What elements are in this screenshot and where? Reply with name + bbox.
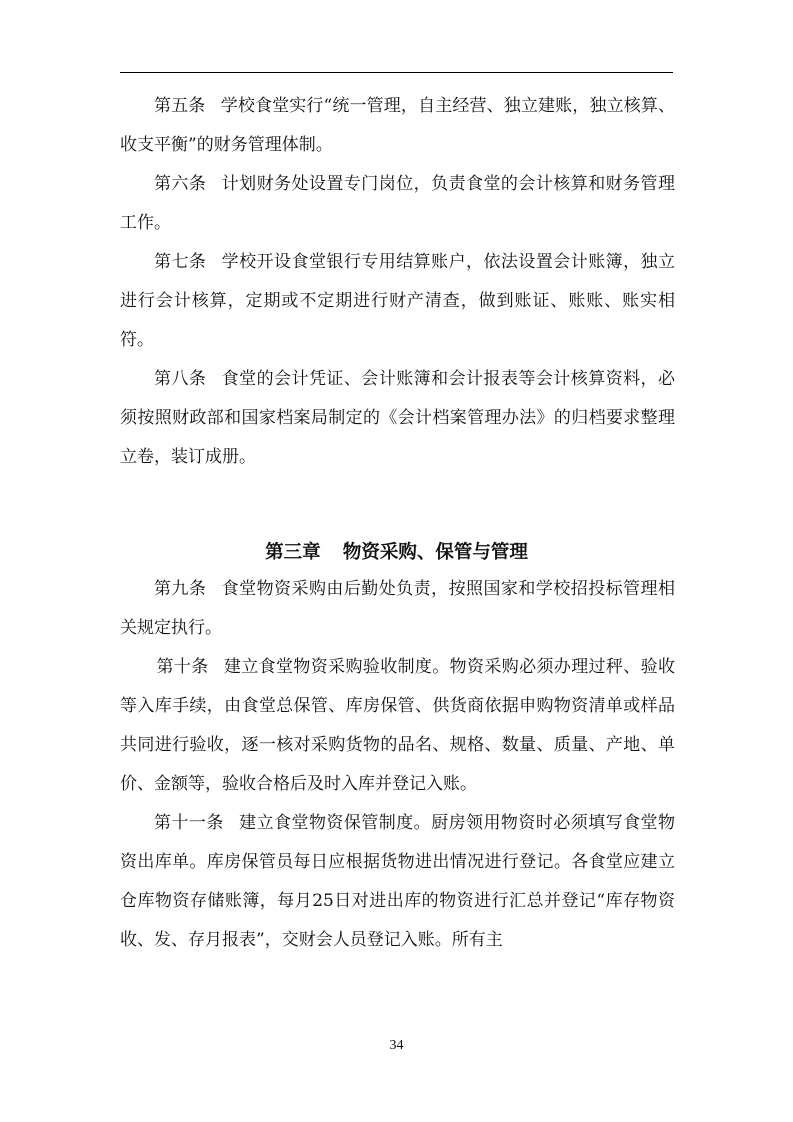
article-label: 第十一条	[154, 813, 224, 833]
article-7	[120, 243, 675, 360]
chapter-number: 第三章	[265, 542, 321, 563]
header-rule	[120, 72, 673, 73]
article-text: 食堂物资采购由后勤处负责，按照国家和学校招投标管理相关规定执行。	[120, 579, 676, 638]
page-number: 34	[389, 1038, 404, 1053]
chapter-heading	[120, 538, 673, 564]
article-label: 第七条	[154, 252, 207, 272]
article-10	[120, 648, 675, 804]
article-text: 学校食堂实行“统一管理，自主经营、独立建账，独立核算、收支平衡”的财务管理体制。	[120, 96, 675, 155]
article-label: 第八条	[154, 369, 207, 389]
article-8	[120, 360, 675, 477]
article-label: 第五条	[154, 96, 206, 116]
article-5	[120, 87, 675, 165]
article-label: 第十条	[156, 657, 209, 677]
article-9	[120, 570, 675, 648]
article-text: 计划财务处设置专门岗位，负责食堂的会计核算和财务管理工作。	[120, 174, 676, 233]
article-text: 学校开设食堂银行专用结算账户，依法设置会计账簿，独立进行会计核算，定期或不定期进行财产清查，做到账证、账账、账实相符。	[120, 252, 676, 350]
article-6	[120, 165, 675, 243]
article-11	[120, 804, 675, 960]
article-label: 第六条	[154, 174, 207, 194]
article-text: 建立食堂物资保管制度。厨房领用物资时必须填写食堂物资出库单。库房保管员每日应根据货物进出情况进行登记。各食堂应建立仓库物资存储账簿，每月25日对进出库的物资进行汇总并登记“库存物资收、发、存月报表”，交财会人员登记入账。所有主	[120, 813, 676, 950]
chapter-title: 物资采购、保管与管理	[342, 542, 528, 563]
article-label: 第九条	[154, 579, 207, 599]
article-text: 建立食堂物资采购验收制度。物资采购必须办理过秤、验收等入库手续，由食堂总保管、库房保管、供货商依据申购物资清单或样品共同进行验收，逐一核对采购货物的品名、规格、数量、质量、产地、单价、金额等，验收合格后及时入库并登记入账。	[120, 657, 676, 794]
article-text: 食堂的会计凭证、会计账簿和会计报表等会计核算资料，必须按照财政部和国家档案局制定的《会计档案管理办法》的归档要求整理立卷，装订成册。	[120, 369, 676, 467]
